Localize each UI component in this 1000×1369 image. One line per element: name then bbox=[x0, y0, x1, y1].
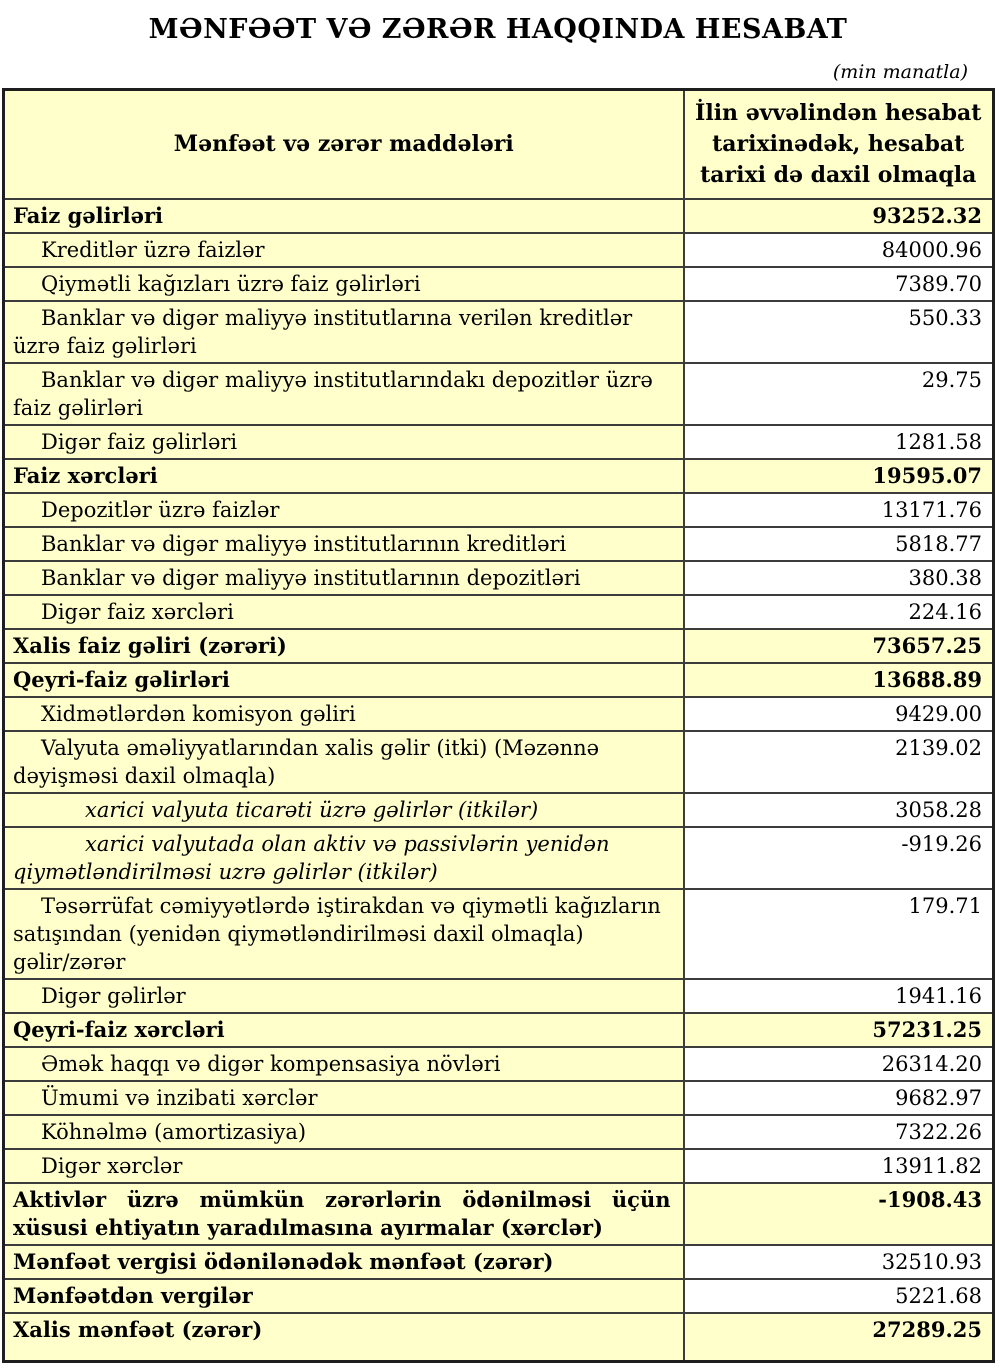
row-label: Xalis faiz gəliri (zərəri) bbox=[4, 629, 684, 663]
row-label: Xalis mənfəət (zərər) bbox=[4, 1313, 684, 1362]
page-title: MƏNFƏƏT VƏ ZƏRƏR HAQQINDA HESABAT bbox=[148, 14, 848, 45]
row-value: 3058.28 bbox=[684, 793, 994, 827]
table-row bbox=[4, 697, 994, 731]
row-label: Digər faiz xərcləri bbox=[4, 595, 684, 629]
table-row bbox=[4, 459, 994, 493]
table-row bbox=[4, 561, 994, 595]
row-label: xarici valyutada olan aktiv və passivlərin yenidən qiymətləndirilməsi uzrə gəlirlər (itkilər) bbox=[4, 827, 684, 889]
row-value: 179.71 bbox=[684, 889, 994, 979]
table-row bbox=[4, 889, 994, 979]
table-row bbox=[4, 301, 994, 363]
table-row bbox=[4, 233, 994, 267]
table-row bbox=[4, 663, 994, 697]
row-label: Banklar və digər maliyyə institutlarındakı depozitlər üzrə faiz gəlirləri bbox=[4, 363, 684, 425]
row-value: 84000.96 bbox=[684, 233, 994, 267]
row-label: Digər gəlirlər bbox=[4, 979, 684, 1013]
row-value: 19595.07 bbox=[684, 459, 994, 493]
row-value: 32510.93 bbox=[684, 1245, 994, 1279]
row-value: 9429.00 bbox=[684, 697, 994, 731]
row-value: 29.75 bbox=[684, 363, 994, 425]
row-value: 1281.58 bbox=[684, 425, 994, 459]
row-value: 13171.76 bbox=[684, 493, 994, 527]
row-label: Banklar və digər maliyyə institutlarının kreditləri bbox=[4, 527, 684, 561]
header-row bbox=[4, 90, 994, 200]
table-row bbox=[4, 595, 994, 629]
table-row bbox=[4, 267, 994, 301]
row-value: 2139.02 bbox=[684, 731, 994, 793]
row-value: 13911.82 bbox=[684, 1149, 994, 1183]
row-label: Faiz gəlirləri bbox=[4, 199, 684, 233]
row-label: Valyuta əməliyyatlarından xalis gəlir (itki) (Məzənnə dəyişməsi daxil olmaqla) bbox=[4, 731, 684, 793]
row-value: 26314.20 bbox=[684, 1047, 994, 1081]
table-row bbox=[4, 1013, 994, 1047]
row-label: Digər xərclər bbox=[4, 1149, 684, 1183]
row-value: 73657.25 bbox=[684, 629, 994, 663]
table-row bbox=[4, 493, 994, 527]
row-label: Qiymətli kağızları üzrə faiz gəlirləri bbox=[4, 267, 684, 301]
row-value: -1908.43 bbox=[684, 1183, 994, 1245]
row-value: 5221.68 bbox=[684, 1279, 994, 1313]
row-value: 7389.70 bbox=[684, 267, 994, 301]
row-value: -919.26 bbox=[684, 827, 994, 889]
table-row bbox=[4, 793, 994, 827]
row-label: Aktivlər üzrə mümkün zərərlərin ödənilməsi üçün xüsusi ehtiyatın yaradılmasına ayırmalar (xərclər) bbox=[4, 1183, 684, 1245]
row-value: 5818.77 bbox=[684, 527, 994, 561]
table-row bbox=[4, 1081, 994, 1115]
table-row bbox=[4, 827, 994, 889]
table-row bbox=[4, 1313, 994, 1362]
row-label: Banklar və digər maliyyə institutlarının depozitləri bbox=[4, 561, 684, 595]
row-label: Xidmətlərdən komisyon gəliri bbox=[4, 697, 684, 731]
table-row bbox=[4, 425, 994, 459]
row-label: Banklar və digər maliyyə institutlarına verilən kreditlər üzrə faiz gəlirləri bbox=[4, 301, 684, 363]
table-row bbox=[4, 527, 994, 561]
row-value: 7322.26 bbox=[684, 1115, 994, 1149]
table-row bbox=[4, 979, 994, 1013]
period-column-header: İlin əvvəlindən hesabat tarixinədək, hesabat tarixi də daxil olmaqla bbox=[684, 90, 994, 200]
row-label: Kreditlər üzrə faizlər bbox=[4, 233, 684, 267]
table-row bbox=[4, 1047, 994, 1081]
row-value: 93252.32 bbox=[684, 199, 994, 233]
table-row bbox=[4, 363, 994, 425]
pl-table-body bbox=[4, 199, 994, 1362]
table-row bbox=[4, 199, 994, 233]
row-value: 27289.25 bbox=[684, 1313, 994, 1362]
table-row bbox=[4, 1183, 994, 1245]
table-header bbox=[4, 90, 994, 200]
table-row bbox=[4, 629, 994, 663]
row-value: 550.33 bbox=[684, 301, 994, 363]
row-value: 13688.89 bbox=[684, 663, 994, 697]
row-label: Depozitlər üzrə faizlər bbox=[4, 493, 684, 527]
row-label: Köhnəlmə (amortizasiya) bbox=[4, 1115, 684, 1149]
row-value: 57231.25 bbox=[684, 1013, 994, 1047]
row-label: xarici valyuta ticarəti üzrə gəlirlər (itkilər) bbox=[4, 793, 684, 827]
row-label: Digər faiz gəlirləri bbox=[4, 425, 684, 459]
unit-note: (min manatla) bbox=[832, 61, 968, 83]
row-label: Əmək haqqı və digər kompensasiya növləri bbox=[4, 1047, 684, 1081]
table-row bbox=[4, 731, 994, 793]
row-label: Ümumi və inzibati xərclər bbox=[4, 1081, 684, 1115]
row-value: 1941.16 bbox=[684, 979, 994, 1013]
row-label: Mənfəət vergisi ödənilənədək mənfəət (zərər) bbox=[4, 1245, 684, 1279]
row-label: Qeyri-faiz gəlirləri bbox=[4, 663, 684, 697]
table-row bbox=[4, 1279, 994, 1313]
row-value: 224.16 bbox=[684, 595, 994, 629]
table-row bbox=[4, 1115, 994, 1149]
table-row bbox=[4, 1245, 994, 1279]
profit-loss-table bbox=[2, 88, 995, 1363]
row-label: Təsərrüfat cəmiyyətlərdə iştirakdan və qiymətli kağızların satışından (yenidən qiymətləndirilməsi daxil olmaqla) gəlir/zərər bbox=[4, 889, 684, 979]
items-column-header: Mənfəət və zərər maddələri bbox=[4, 90, 684, 200]
row-label: Qeyri-faiz xərcləri bbox=[4, 1013, 684, 1047]
row-label: Faiz xərcləri bbox=[4, 459, 684, 493]
row-label: Mənfəətdən vergilər bbox=[4, 1279, 684, 1313]
row-value: 380.38 bbox=[684, 561, 994, 595]
row-value: 9682.97 bbox=[684, 1081, 994, 1115]
table-row bbox=[4, 1149, 994, 1183]
